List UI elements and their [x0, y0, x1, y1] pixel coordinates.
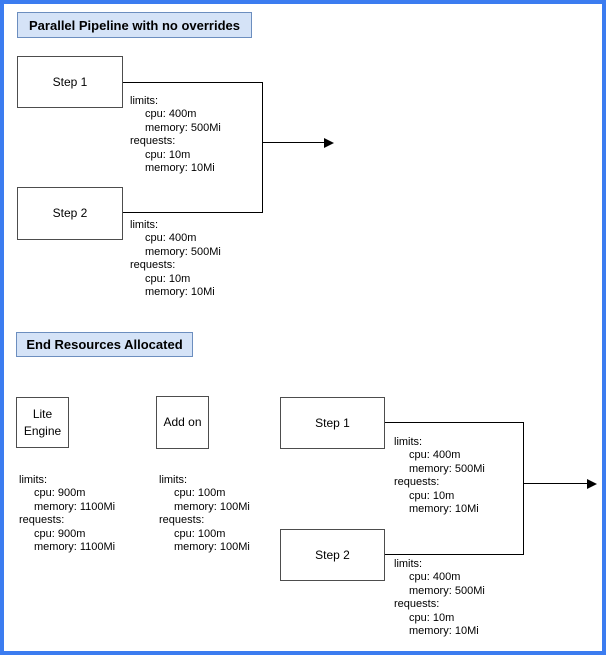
node-label: Step 2 — [52, 206, 88, 221]
resource-line: memory: 100Mi — [174, 541, 250, 554]
node-step-2-bottom — [280, 529, 385, 581]
arrow-shaft-bottom — [524, 483, 587, 484]
resource-block-step2-top — [130, 219, 221, 299]
resource-line: limits: — [159, 474, 188, 486]
node-lite-engine — [16, 397, 69, 448]
resource-block-step2-bottom — [394, 558, 485, 638]
resource-line: limits: — [130, 219, 159, 231]
resource-line: memory: 10Mi — [409, 625, 479, 638]
node-add-on — [156, 396, 209, 449]
section-title-end-resources — [16, 332, 193, 357]
resource-line: cpu: 10m — [145, 148, 191, 161]
resource-line: requests: — [130, 259, 176, 272]
connector-line-step1-bottom — [384, 422, 524, 423]
section-title-label: Parallel Pipeline with no overrides — [29, 17, 240, 33]
resource-line: requests: — [394, 598, 440, 611]
connector-line-step1-top — [122, 82, 263, 83]
connector-line-vertical-bottom — [523, 422, 524, 555]
arrow-shaft-top — [262, 142, 324, 143]
resource-line: limits: — [130, 95, 159, 107]
section-title-parallel-pipeline — [17, 12, 252, 38]
connector-line-vertical-top — [262, 82, 263, 213]
connector-line-step2-bottom — [384, 554, 524, 555]
resource-line: memory: 100Mi — [174, 500, 250, 513]
resource-line: cpu: 100m — [174, 527, 226, 540]
resource-line: cpu: 900m — [34, 527, 86, 540]
node-label: Step 1 — [52, 74, 88, 89]
resource-line: memory: 1100Mi — [34, 500, 116, 513]
resource-line: requests: — [19, 514, 65, 527]
node-label: Step 2 — [315, 547, 350, 562]
resource-line: limits: — [19, 474, 48, 486]
resource-block-lite-engine — [19, 474, 115, 554]
resource-line: memory: 10Mi — [409, 503, 479, 516]
resource-line: cpu: 400m — [409, 449, 461, 462]
resource-line: cpu: 100m — [174, 487, 226, 500]
resource-line: memory: 500Mi — [409, 584, 485, 597]
resource-line: cpu: 10m — [409, 611, 455, 624]
resource-line: requests: — [159, 514, 205, 527]
resource-line: cpu: 10m — [145, 272, 191, 285]
resource-line: cpu: 900m — [34, 487, 86, 500]
node-step-1-bottom — [280, 397, 385, 449]
resource-line: limits: — [394, 436, 423, 448]
resource-block-add-on — [159, 474, 250, 554]
resource-line: memory: 500Mi — [145, 245, 221, 258]
resource-line: cpu: 10m — [409, 489, 455, 502]
resource-line: cpu: 400m — [409, 571, 461, 584]
resource-line: limits: — [394, 558, 423, 570]
resource-line: requests: — [130, 135, 176, 148]
resource-line: memory: 10Mi — [145, 286, 215, 299]
connector-line-step2-top — [122, 212, 263, 213]
resource-line: memory: 1100Mi — [34, 541, 116, 554]
resource-block-step1-top — [130, 95, 221, 175]
resource-block-step1-bottom — [394, 436, 485, 516]
resource-line: requests: — [394, 476, 440, 489]
arrow-head-icon — [324, 138, 334, 148]
resource-line: cpu: 400m — [145, 232, 197, 245]
node-label: Add on — [163, 415, 202, 430]
node-label: Step 1 — [315, 415, 350, 430]
arrow-head-icon — [587, 479, 597, 489]
resource-line: memory: 500Mi — [145, 121, 221, 134]
node-step-2-top — [17, 187, 123, 240]
resource-line: cpu: 400m — [145, 108, 197, 121]
section-title-label: End Resources Allocated — [26, 337, 183, 352]
resource-line: memory: 500Mi — [409, 462, 485, 475]
node-step-1-top — [17, 56, 123, 108]
resource-line: memory: 10Mi — [145, 162, 215, 175]
node-label: Lite Engine — [23, 406, 62, 438]
